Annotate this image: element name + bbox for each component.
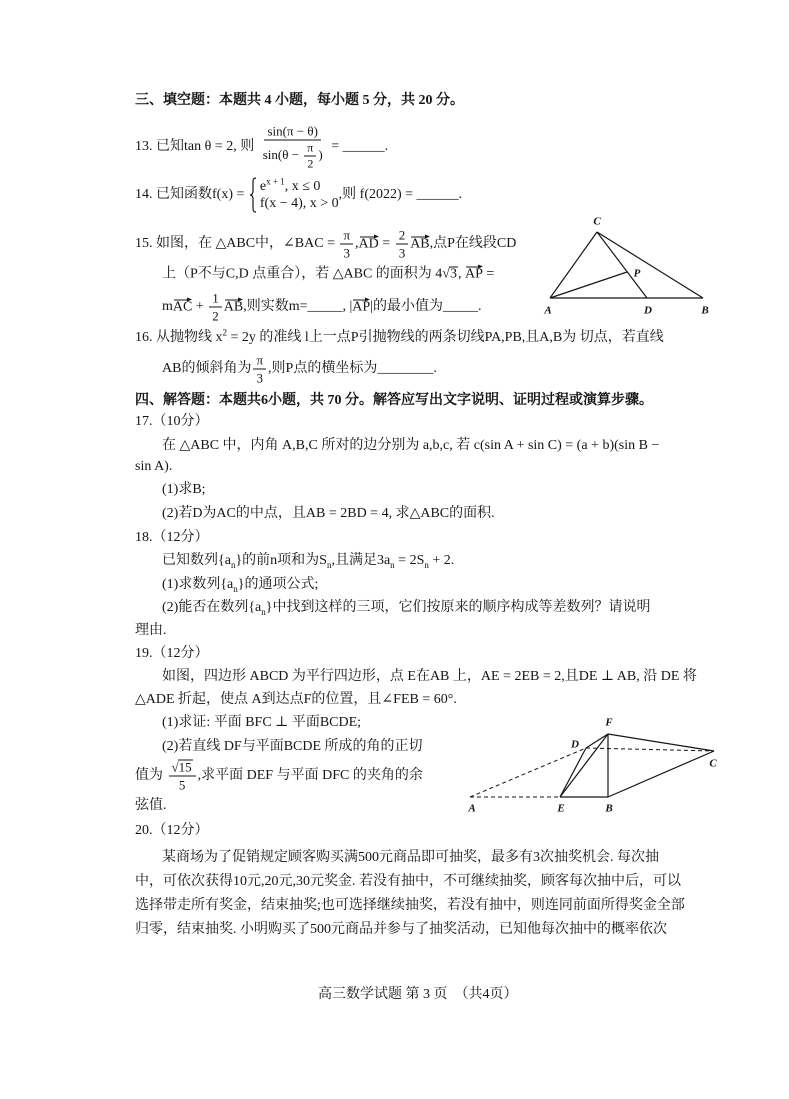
- segment-ac: [550, 232, 597, 298]
- question-text: 在 △ABC 中，内角 A,B,C 所对的边分别为 a,b,c, 若 c(sin A + sin C) = (a + b)(sin B −: [162, 438, 660, 453]
- question-text: 选择带走所有奖金，结束抽奖;也可选择继续抽奖，若没有抽中，则连同前面所得奖金全部: [135, 898, 685, 913]
- superscript: 2: [222, 327, 227, 338]
- question-text: 上（P不与C,D 点重合），若 △ABC 的面积为 4: [162, 266, 443, 282]
- fraction-denominator: 5: [178, 777, 186, 793]
- question-14: [135, 177, 462, 213]
- case-row-2: f(x − 4), x > 0: [259, 196, 339, 211]
- question-18-part-2-cont: [135, 621, 167, 641]
- question-17-number: [135, 412, 209, 432]
- vector-ac: AC: [173, 296, 192, 315]
- fraction-numerator: [169, 760, 196, 777]
- question-text: △ADE 折起，使点 A到达点F的位置，且∠FEB = 60°.: [135, 692, 457, 707]
- question-text: 已知数列{a: [162, 553, 231, 568]
- question-15-line-1: [135, 228, 516, 261]
- question-19-line-1: [162, 667, 697, 687]
- question-number: 16.: [135, 330, 156, 345]
- fraction-numerator: π: [340, 228, 353, 245]
- label-f: F: [605, 716, 613, 729]
- fraction-denominator: 3: [343, 245, 350, 261]
- segment-ap: [550, 272, 627, 298]
- question-text: AB的倾斜角为: [162, 361, 252, 377]
- question-17-line-2: [135, 457, 172, 477]
- fraction: [396, 228, 409, 261]
- question-text: 已知函数f(x) =: [156, 187, 248, 203]
- segment-fe: [560, 734, 608, 797]
- question-text: + 2.: [428, 553, 455, 568]
- question-text: 已知tan θ = 2, 则: [156, 139, 258, 155]
- section-title-solutions: [135, 391, 653, 411]
- question-text: ,且满足3a: [331, 553, 391, 568]
- question-19-number: [135, 644, 209, 664]
- segment-bc: [608, 751, 714, 797]
- case-row-1: [260, 178, 339, 195]
- question-19-part-2-end: [135, 796, 167, 816]
- vector-ap: AP: [465, 264, 483, 283]
- question-text: (1)求B;: [162, 482, 206, 497]
- fraction-numerator: 1: [209, 291, 222, 308]
- question-text: 理由.: [135, 623, 167, 638]
- question-text: 弦值.: [135, 798, 167, 813]
- fraction-denominator: [260, 141, 326, 171]
- radicand: 3: [449, 266, 457, 282]
- label-b: B: [605, 802, 613, 815]
- question-text: (2)若直线 DF与平面BCDE 所成的角的正切: [162, 739, 423, 754]
- section-title-fill-in: [135, 91, 464, 111]
- question-19-part-2-cont: [135, 760, 423, 793]
- question-15-line-3: [162, 291, 482, 324]
- footer-text: 高三数学试题 第 3 页 （共4页）: [318, 987, 518, 1002]
- case-condition: , x ≤ 0: [284, 179, 321, 194]
- question-20-line-1: [162, 848, 659, 868]
- question-19-part-2: [162, 737, 423, 757]
- subscript: n: [326, 559, 332, 570]
- subscript: n: [424, 559, 429, 570]
- variable-m: m: [162, 299, 173, 315]
- denominator-text: sin(θ −: [262, 146, 303, 162]
- segment-cb: [597, 232, 703, 298]
- question-text: }的通项公式;: [237, 577, 319, 592]
- label-d: D: [571, 738, 579, 751]
- question-16-line-1: [135, 328, 664, 348]
- question-number: 14.: [135, 187, 156, 203]
- segment-cd: [597, 232, 647, 298]
- piecewise-cases: [260, 178, 339, 212]
- vector-ap: AP: [352, 296, 370, 315]
- question-18-number: [135, 528, 209, 548]
- question-18-part-1: [162, 575, 318, 595]
- question-number: 19.（12分）: [135, 646, 209, 661]
- question-text: 某商场为了促销规定顾客购买满500元商品即可抽奖，最多有3次抽奖机会. 每次抽: [162, 850, 659, 865]
- question-18-stem: [162, 551, 454, 571]
- denominator-text: ): [318, 146, 323, 162]
- fraction-numerator: sin(π − θ): [264, 124, 320, 141]
- question-text: 从抛物线 x: [156, 330, 223, 345]
- question-number: 13.: [135, 139, 156, 155]
- question-text: (2)若D为AC的中点，且AB = 2BD = 4, 求△ABC的面积.: [162, 506, 495, 521]
- question-text: }的前n项和为S: [235, 553, 327, 568]
- piecewise-function: [248, 177, 339, 213]
- fraction: [304, 142, 316, 171]
- fraction-numerator: π: [304, 142, 316, 157]
- fraction: [169, 760, 196, 793]
- question-19-part-1: [162, 713, 361, 733]
- question-16-line-2: [162, 353, 437, 386]
- page-footer: [318, 985, 518, 1005]
- fraction-denominator: 2: [307, 156, 314, 171]
- subscript: n: [261, 606, 266, 617]
- section-title-text: 四、解答题：本题共6小题，共 70 分。解答应写出文字说明、证明过程或演算步骤。: [135, 393, 653, 408]
- label-d: D: [644, 304, 652, 317]
- fraction-numerator: π: [253, 353, 266, 370]
- question-text: }中找到这样的三项，它们按原来的顺序构成等差数列？请说明: [265, 600, 651, 615]
- subscript: n: [230, 559, 236, 570]
- fraction: [340, 228, 353, 261]
- question-text: 如图，四边形 ABCD 为平行四边形，点 E在AB 上，AE = 2EB = 2,且DE ⊥ AB, 沿 DE 将: [162, 669, 697, 684]
- label-e: E: [557, 802, 565, 815]
- label-b: B: [701, 304, 709, 317]
- section-title-text: 三、填空题：本题共 4 小题，每小题 5 分，共 20 分。: [135, 93, 464, 108]
- answer-blank: = ______.: [327, 139, 389, 155]
- folded-quadrilateral-figure: [462, 712, 724, 816]
- question-text: sin A).: [135, 459, 173, 474]
- vector-ab: AB: [410, 233, 429, 252]
- fraction-numerator: 2: [396, 228, 409, 245]
- fraction: [209, 291, 222, 324]
- radical-sign: √: [442, 266, 450, 282]
- question-text: = 2y 的准线 l上一点P引抛物线的两条切线PA,PB,且A,B为 切点，若直线: [227, 330, 664, 345]
- fraction-denominator: 2: [212, 308, 219, 324]
- question-text: 中，可依次获得10元,20元,30元奖金. 若没有抽中，不可继续抽奖，顾客每次抽中后，可以: [135, 874, 681, 889]
- segment-de: [560, 748, 586, 797]
- question-text: (2)能否在数列{a: [162, 600, 262, 615]
- question-text: ,求平面 DEF 与平面 DFC 的夹角的余: [197, 768, 423, 784]
- question-18-part-2: [162, 598, 650, 618]
- question-text: 值为: [135, 768, 167, 784]
- question-17-line-1: [162, 436, 659, 456]
- plus-sign: +: [192, 299, 208, 315]
- subscript: n: [390, 559, 395, 570]
- question-text: (1)求数列{a: [162, 577, 234, 592]
- fraction: [260, 124, 326, 171]
- vector-ab: AB: [224, 296, 243, 315]
- superscript: x + 1: [266, 176, 285, 187]
- answer-blank: ,则P点的横坐标为________.: [268, 361, 437, 377]
- left-brace: [249, 177, 257, 213]
- punctuation: ,: [355, 236, 359, 252]
- question-text: ,点P在线段CD: [429, 236, 517, 252]
- question-number: 15.: [135, 236, 156, 252]
- vector-ad: AD: [359, 233, 379, 252]
- question-15-line-2: [162, 264, 494, 285]
- label-a: A: [544, 304, 552, 317]
- question-20-line-4: [135, 920, 667, 940]
- segment-ad-dashed: [470, 748, 586, 797]
- equals-sign: =: [378, 236, 394, 252]
- question-19-line-2: [135, 690, 457, 710]
- equals-sign: =: [482, 266, 495, 282]
- subscript: n: [233, 583, 238, 594]
- question-17-part-1: [162, 480, 206, 500]
- radicand: 15: [178, 759, 192, 775]
- exp-base: e: [259, 179, 267, 194]
- radical-sign: √: [171, 759, 179, 775]
- question-20-line-3: [135, 896, 685, 916]
- label-p: P: [633, 267, 641, 280]
- fraction: [253, 353, 266, 386]
- question-20-number: [135, 821, 209, 841]
- punctuation: ,: [457, 266, 465, 282]
- answer-blank: ,则 f(2022) = ______.: [338, 187, 463, 203]
- answer-blank: ,则实数m=_____, |: [243, 299, 353, 315]
- question-13: [135, 124, 388, 171]
- fraction-denominator: 3: [398, 245, 406, 261]
- question-number: 18.（12分）: [135, 530, 209, 545]
- question-text: (1)求证: 平面 BFC ⊥ 平面BCDE;: [162, 715, 362, 730]
- segment-df: [586, 734, 608, 748]
- answer-blank: |的最小值为_____.: [370, 299, 482, 315]
- question-number: 20.（12分）: [135, 823, 209, 838]
- triangle-figure: [540, 212, 720, 318]
- question-text: 如图，在 △ABC中，∠BAC =: [156, 236, 339, 252]
- label-c: C: [593, 215, 601, 228]
- fraction-denominator: 3: [256, 370, 263, 386]
- question-text: 归零，结束抽奖. 小明购买了500元商品并参与了抽奖活动，已知他每次抽中的概率依次: [135, 922, 667, 937]
- question-17-part-2: [162, 504, 495, 524]
- label-c: C: [709, 757, 717, 770]
- question-number: 17.（10分）: [135, 414, 209, 429]
- question-20-line-2: [135, 872, 681, 892]
- question-text: = 2S: [394, 553, 425, 568]
- label-a: A: [468, 802, 476, 815]
